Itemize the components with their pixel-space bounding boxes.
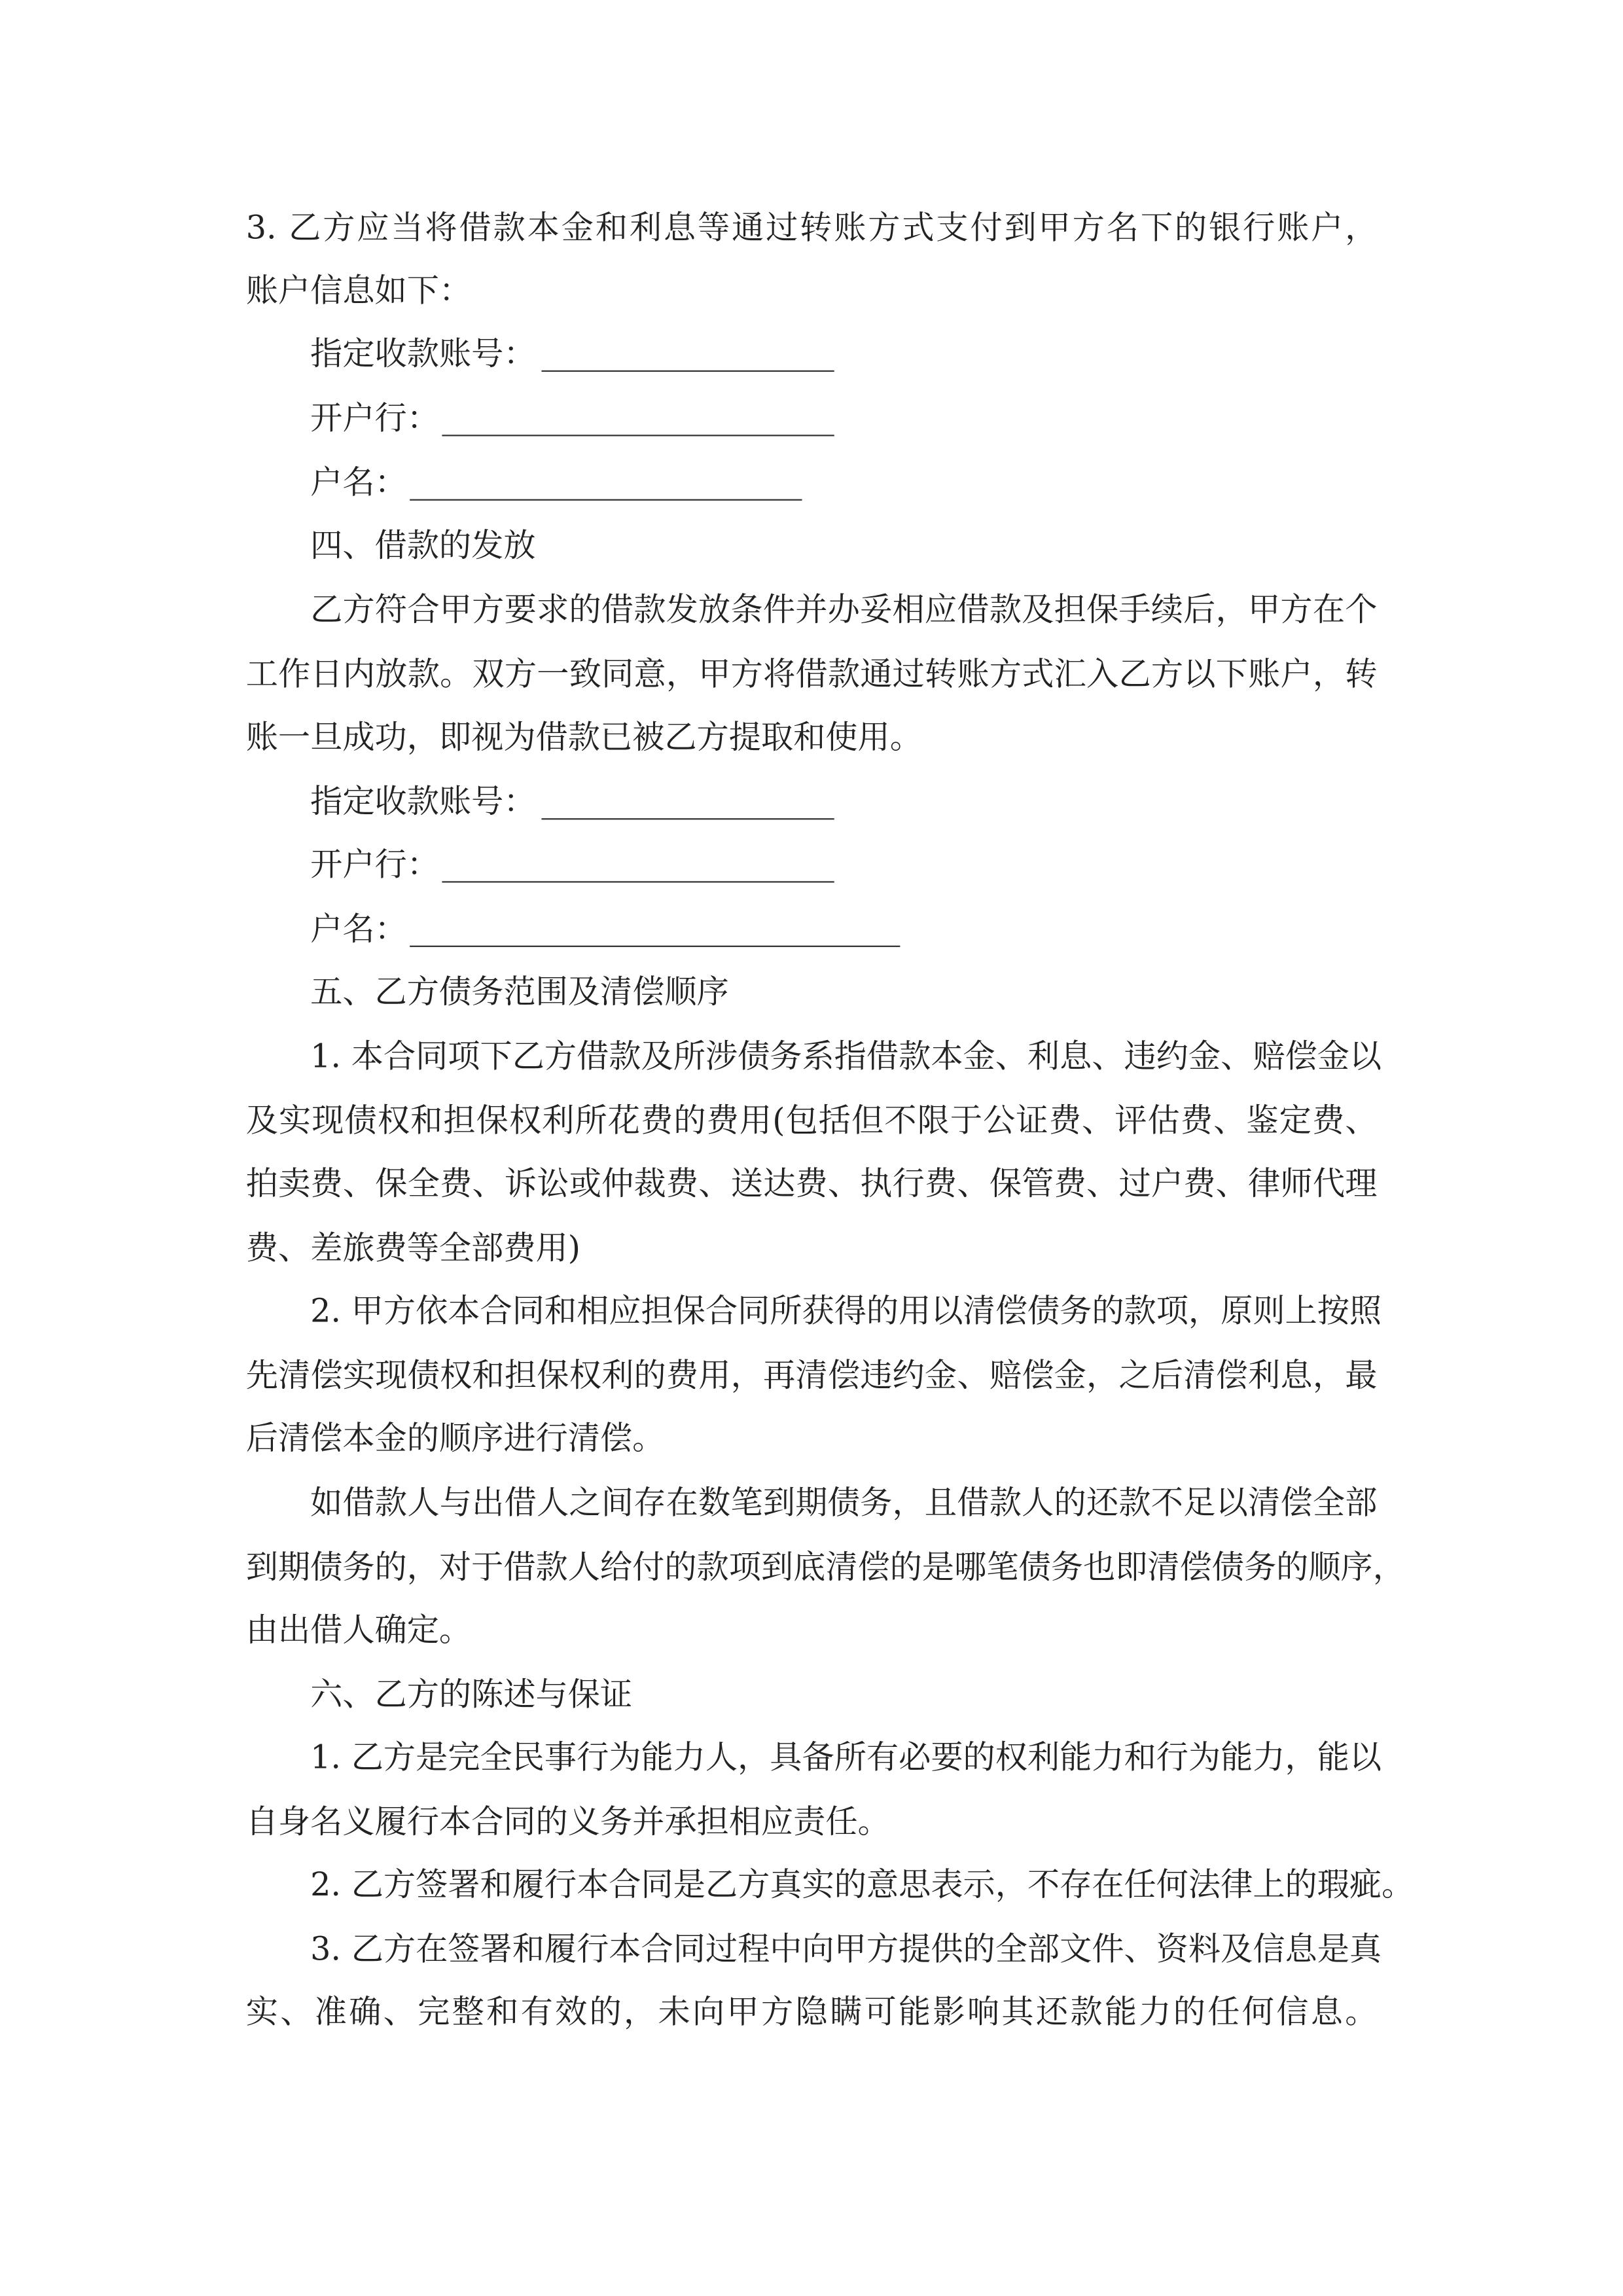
account-2-account-label: 指定收款账号： <box>310 784 536 821</box>
section-5-item-2-line-3: 后清偿本金的顺序进行清偿。 <box>245 1421 665 1458</box>
section-5-note-line-1: 如借款人与出借人之间存在数笔到期债务，且借款人的还款不足以清偿全部 <box>310 1485 1378 1522</box>
account-1-name-label: 户名： <box>310 465 407 503</box>
account-2-name-label: 户名： <box>310 912 407 949</box>
section-4-line-3: 账一旦成功，即视为借款已被乙方提取和使用。 <box>245 720 922 757</box>
section-4-line-2: 工作日内放款。双方一致同意，甲方将借款通过转账方式汇入乙方以下账户，转 <box>245 657 1378 694</box>
section-5-note-line-2: 到期债务的，对于借款人给付的款项到底清偿的是哪笔债务也即清偿债务的顺序， <box>245 1550 1405 1587</box>
account-2-bank-label: 开户行： <box>310 847 439 884</box>
section-5-item-1-line-1: 1. 本合同项下乙方借款及所涉债务系指借款本金、利息、违约金、赔偿金以 <box>310 1039 1382 1076</box>
account-1-account-blank <box>541 370 834 372</box>
account-2-bank-blank <box>442 881 834 882</box>
section-5-item-2-line-2: 先清偿实现债权和担保权利的费用，再清偿违约金、赔偿金，之后清偿利息，最 <box>245 1358 1378 1395</box>
clause-3-line-1: 3. 乙方应当将借款本金和利息等通过转账方式支付到甲方名下的银行账户， <box>245 211 1378 247</box>
section-6-item-3-line-1: 3. 乙方在签署和履行本合同过程中向甲方提供的全部文件、资料及信息是真 <box>310 1932 1382 1969</box>
section-6-item-1-line-2: 自身名义履行本合同的义务并承担相应责任。 <box>245 1804 890 1842</box>
section-5-item-1-line-3: 拍卖费、保全费、诉讼或仲裁费、送达费、执行费、保管费、过户费、律师代理 <box>245 1166 1378 1204</box>
account-1-bank-label: 开户行： <box>310 401 439 438</box>
section-4-line-1: 乙方符合甲方要求的借款发放条件并办妥相应借款及担保手续后，甲方在个 <box>310 592 1378 630</box>
section-6-item-1-line-1: 1. 乙方是完全民事行为能力人，具备所有必要的权利能力和行为能力，能以 <box>310 1740 1382 1777</box>
section-5-item-2-line-1: 2. 甲方依本合同和相应担保合同所获得的用以清偿债务的款项，原则上按照 <box>310 1293 1382 1331</box>
account-2-name-blank <box>410 946 900 947</box>
section-4-heading: 四、借款的发放 <box>310 528 536 565</box>
account-1-bank-blank <box>442 435 834 436</box>
section-5-item-1-line-2: 及实现债权和担保权利所花费的费用(包括但不限于公证费、评估费、鉴定费、 <box>245 1103 1378 1141</box>
section-6-item-3-line-2: 实、准确、完整和有效的，未向甲方隐瞒可能影响其还款能力的任何信息。 <box>245 1995 1378 2032</box>
section-5-heading: 五、乙方债务范围及清偿顺序 <box>310 975 729 1012</box>
account-1-account-label: 指定收款账号： <box>310 336 536 374</box>
section-5-item-1-line-4: 费、差旅费等全部费用) <box>245 1230 580 1268</box>
section-5-note-line-3: 由出借人确定。 <box>245 1613 472 1650</box>
section-6-item-2: 2. 乙方签署和履行本合同是乙方真实的意思表示，不存在任何法律上的瑕疵。 <box>310 1867 1414 1905</box>
clause-3-line-2: 账户信息如下： <box>245 274 472 311</box>
section-6-heading: 六、乙方的陈述与保证 <box>310 1677 633 1714</box>
account-2-account-blank <box>541 818 834 819</box>
account-1-name-blank <box>410 499 802 501</box>
